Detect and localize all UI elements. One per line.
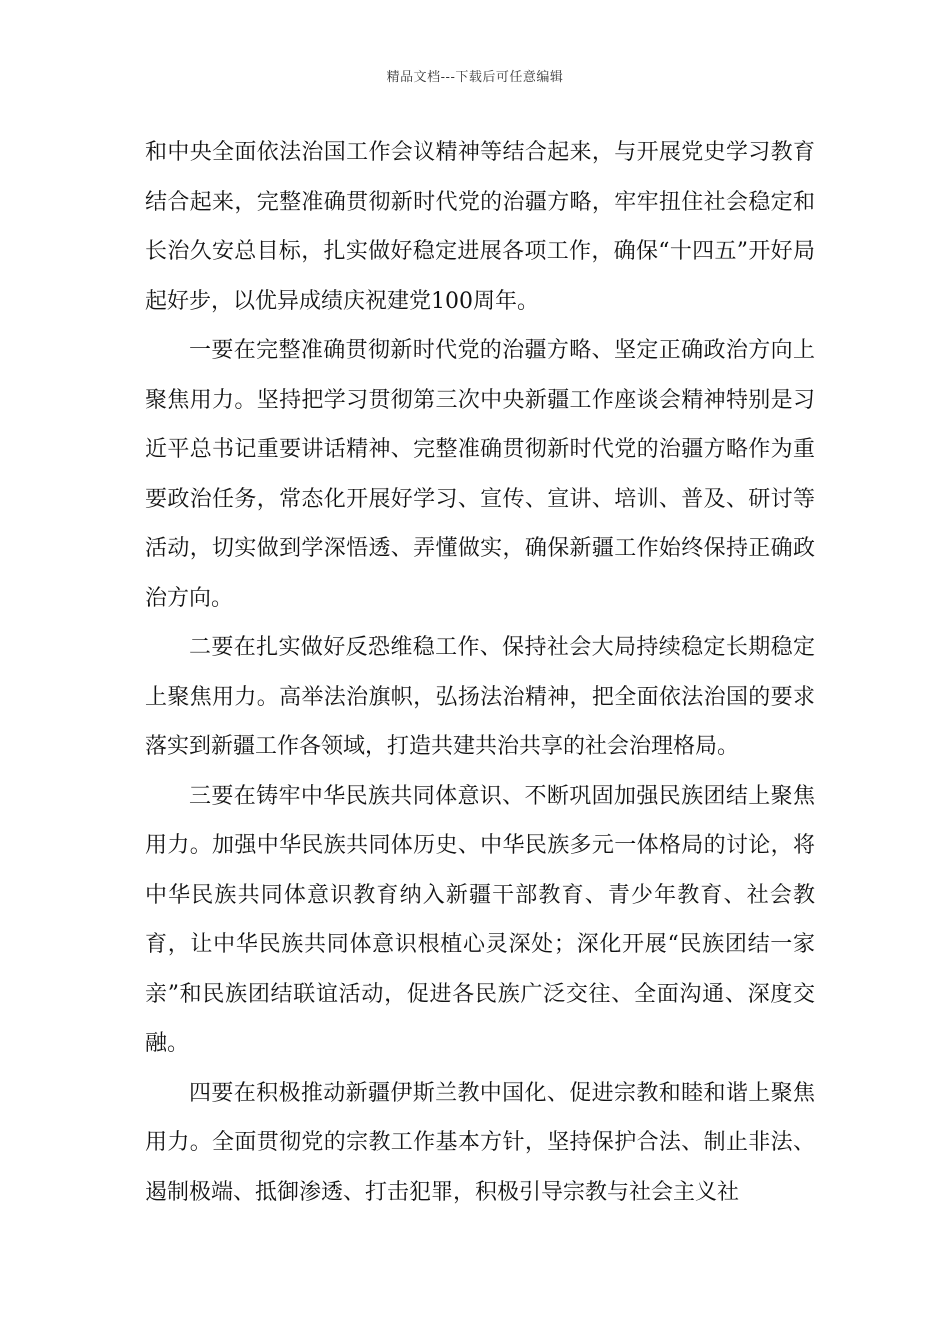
paragraph-point-one: 一要在完整准确贯彻新时代党的治疆方略、坚定正确政治方向上聚焦用力。坚持把学习贯彻第三次中央新疆工作座谈会精神特别是习近平总书记重要讲话精神、完整准确贯彻新时代党的治疆方略作为重要政治任务，常态化开展好学习、宣传、宣讲、培训、普及、研讨等活动，切实做到学深悟透、弄懂做实，确保新疆工作始终保持正确政治方向。 [145, 338, 815, 611]
paragraph-continuation: 和中央全面依法治国工作会议精神等结合起来，与开展党史学习教育结合起来，完整准确贯彻新时代党的治疆方略，牢牢扭住社会稳定和长治久安总目标，扎实做好稳定进展各项工作，确保“十四五”开好局起好步，以优异成绩庆祝建党100周年。 [145, 140, 815, 314]
paragraph-point-three: 三要在铸牢中华民族共同体意识、不断巩固加强民族团结上聚焦用力。加强中华民族共同体历史、中华民族多元一体格局的讨论，将中华民族共同体意识教育纳入新疆干部教育、青少年教育、社会教育，让中华民族共同体意识根植心灵深处；深化开展“民族团结一家亲”和民族团结联谊活动，促进各民族广泛交往、全面沟通、深度交融。 [145, 783, 815, 1056]
paragraph-point-two: 二要在扎实做好反恐维稳工作、保持社会大局持续稳定长期稳定上聚焦用力。高举法治旗帜，弘扬法治精神，把全面依法治国的要求落实到新疆工作各领域，打造共建共治共享的社会治理格局。 [145, 635, 815, 759]
document-body [145, 128, 815, 1217]
paragraph-point-four: 四要在积极推动新疆伊斯兰教中国化、促进宗教和睦和谐上聚焦用力。全面贯彻党的宗教工作基本方针，坚持保护合法、制止非法、遏制极端、抵御渗透、打击犯罪，积极引导宗教与社会主义社 [145, 1080, 815, 1205]
page-header: 精品文档---下载后可任意编辑 [386, 70, 564, 85]
